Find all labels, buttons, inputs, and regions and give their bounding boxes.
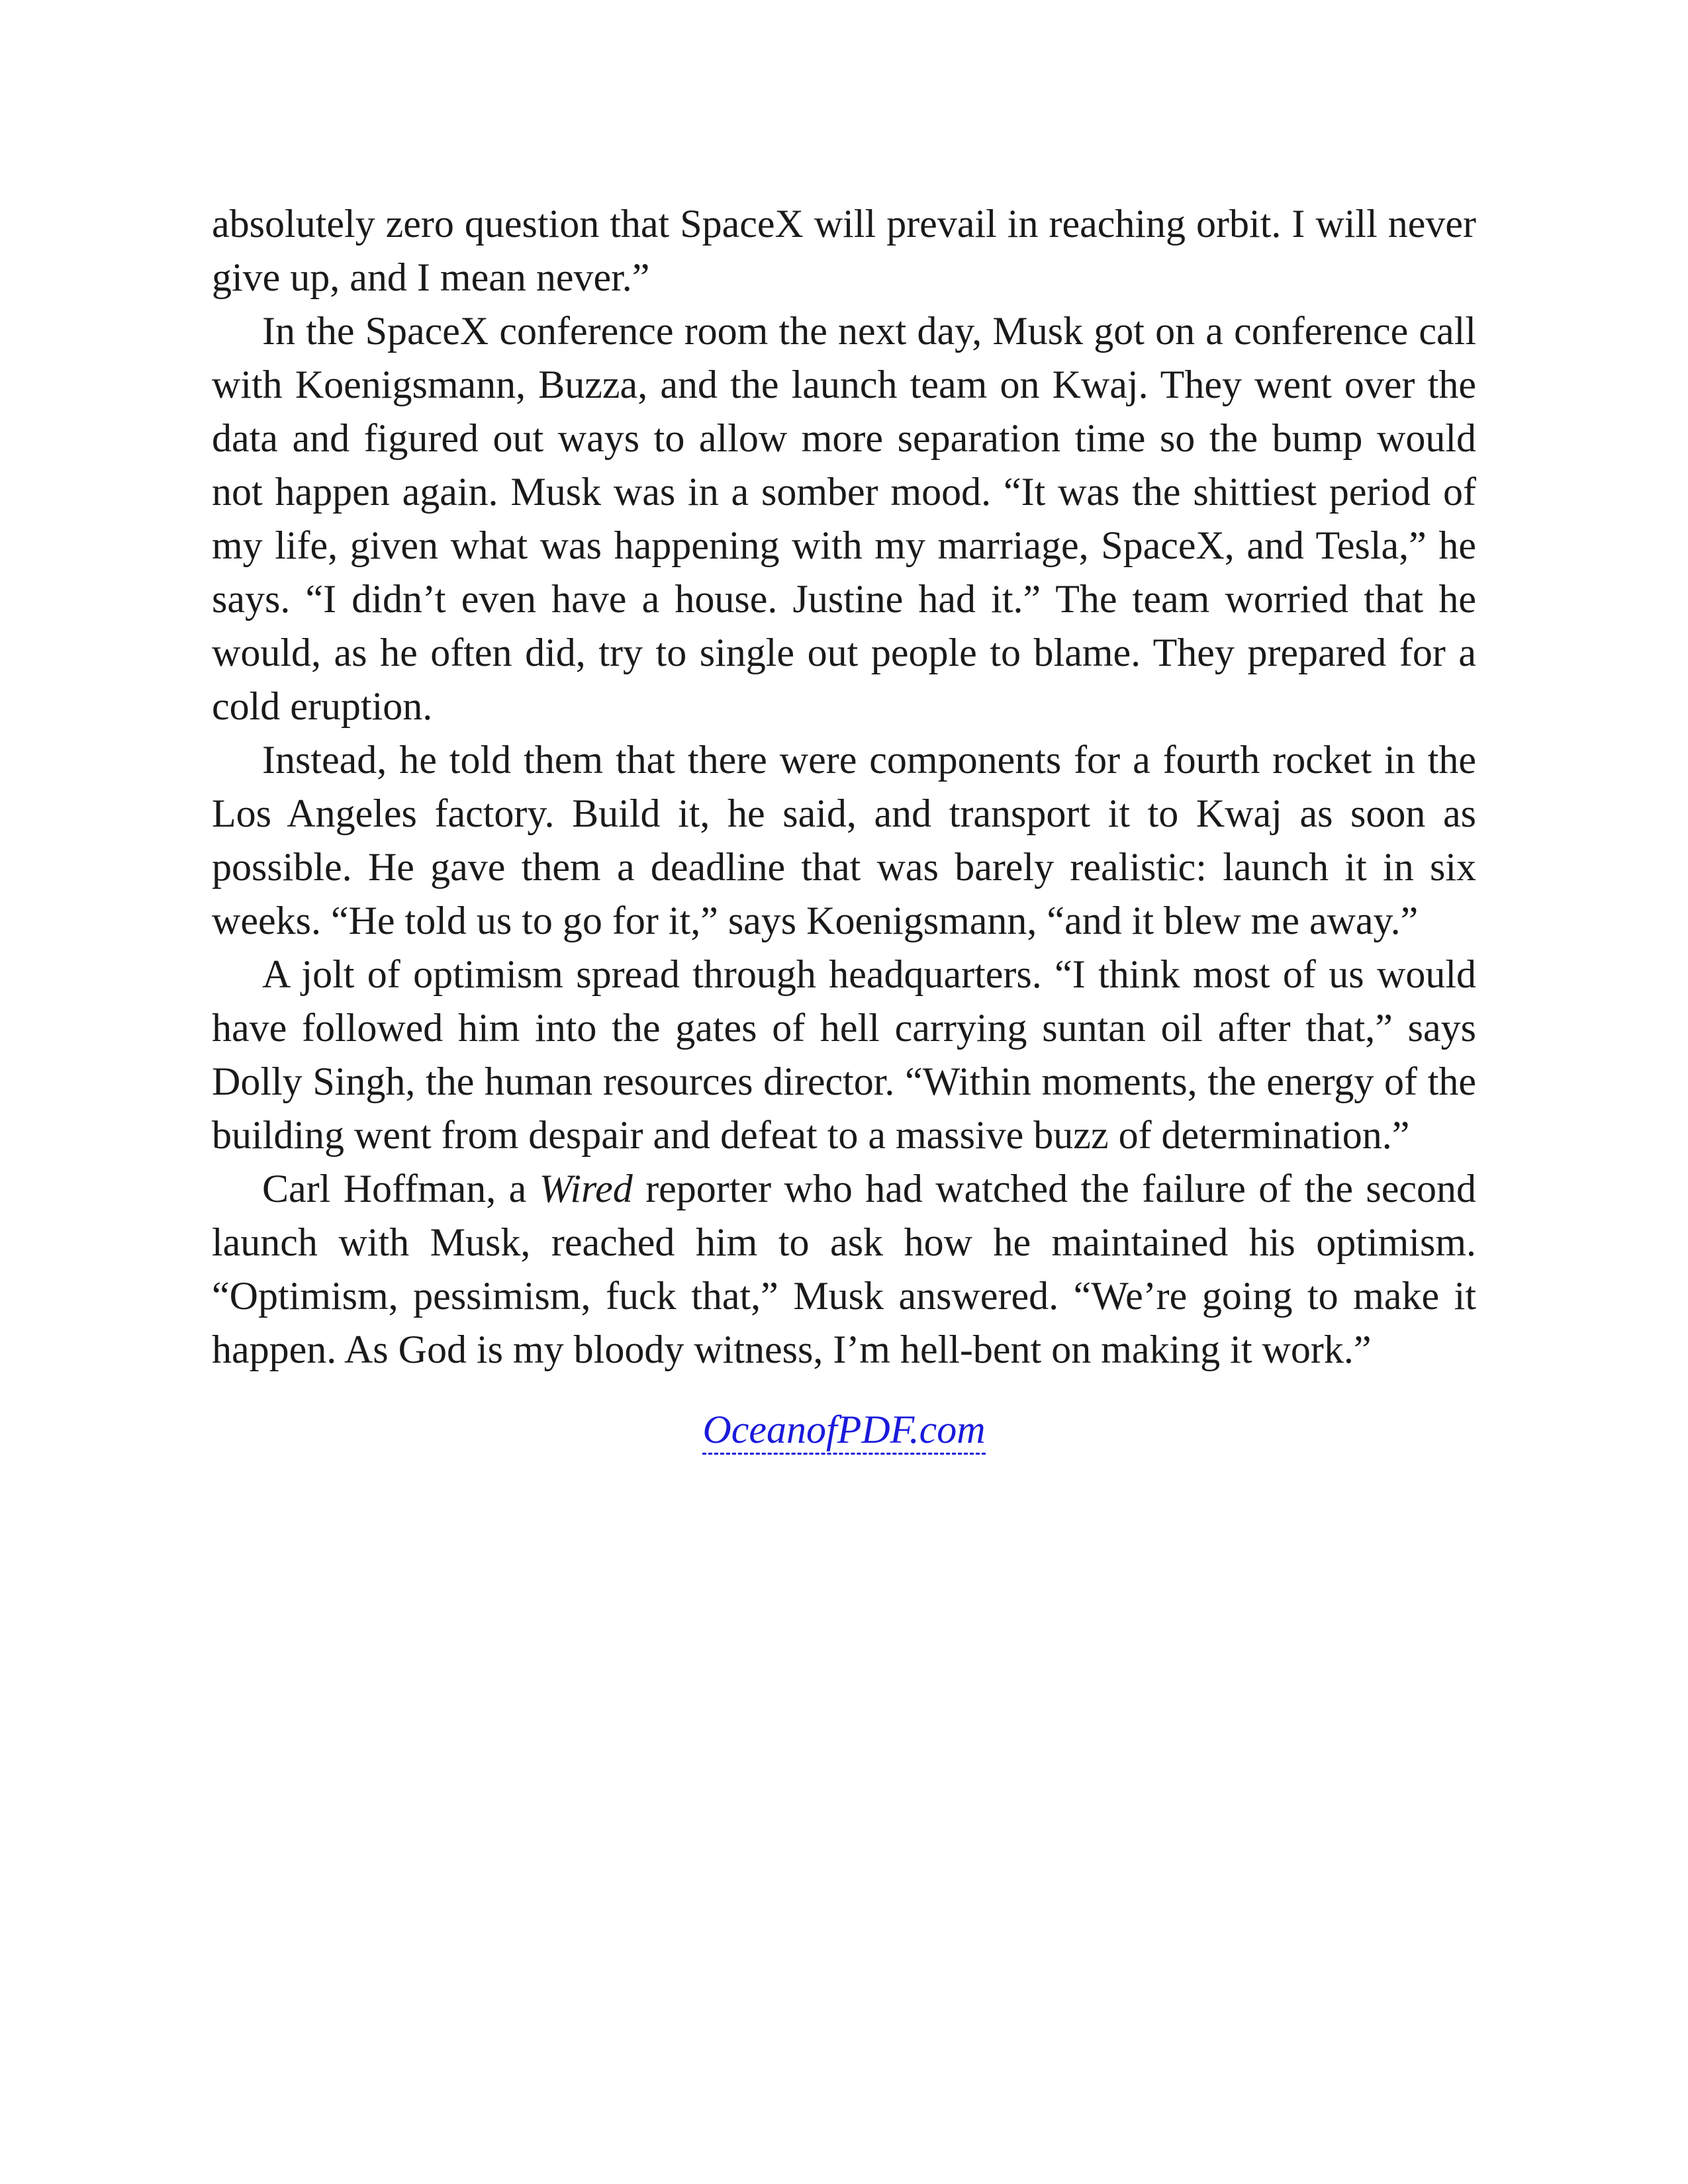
publication-title: Wired [539,1167,633,1210]
paragraph-4: A jolt of optimism spread through headquarters. “I think most of us would have followed him into the gates of hell carrying suntan oil after that,” says Dolly Singh, the human resources director. “Within moments, the energy of the building went from despair and defeat to a massive buzz of determination.” [212,952,1476,1157]
document-page [212,197,1476,1457]
paragraph-3: Instead, he told them that there were components for a fourth rocket in the Los Angeles factory. Build it, he said, and transport it to Kwaj as soon as possible. He gave them a deadline that was barely realistic: launch it in six weeks. “He told us to go for it,” says Koenigsmann, “and it blew me away.” [212,738,1476,942]
paragraph-1: absolutely zero question that SpaceX will prevail in reaching orbit. I will never give up, and I mean never.” [212,202,1476,299]
oceanofpdf-link[interactable]: OceanofPDF.com [702,1408,985,1455]
paragraph-5-rest: reporter who had watched the failure of the second launch with Musk, reached him to ask how he maintained his optimism. “Optimism, pessimism, fuck that,” Musk answered. “We’re going to make it happen. As God is my bloody witness, I’m hell-bent on making it work.” [212,1167,1476,1371]
paragraph-5 [212,1162,1476,1377]
paragraph-2: In the SpaceX conference room the next day, Musk got on a conference call with Koenigsmann, Buzza, and the launch team on Kwaj. They went over the data and figured out ways to allow more separation time so the bump would not happen again. Musk was in a somber mood. “It was the shittiest period of my life, given what was happening with my marriage, SpaceX, and Tesla,” he says. “I didn’t even have a house. Justine had it.” The team worried that he would, as he often did, try to single out people to blame. They prepared for a cold eruption. [212,309,1476,728]
footer [212,1403,1476,1457]
paragraph-5-lead: Carl Hoffman, a [262,1167,539,1210]
